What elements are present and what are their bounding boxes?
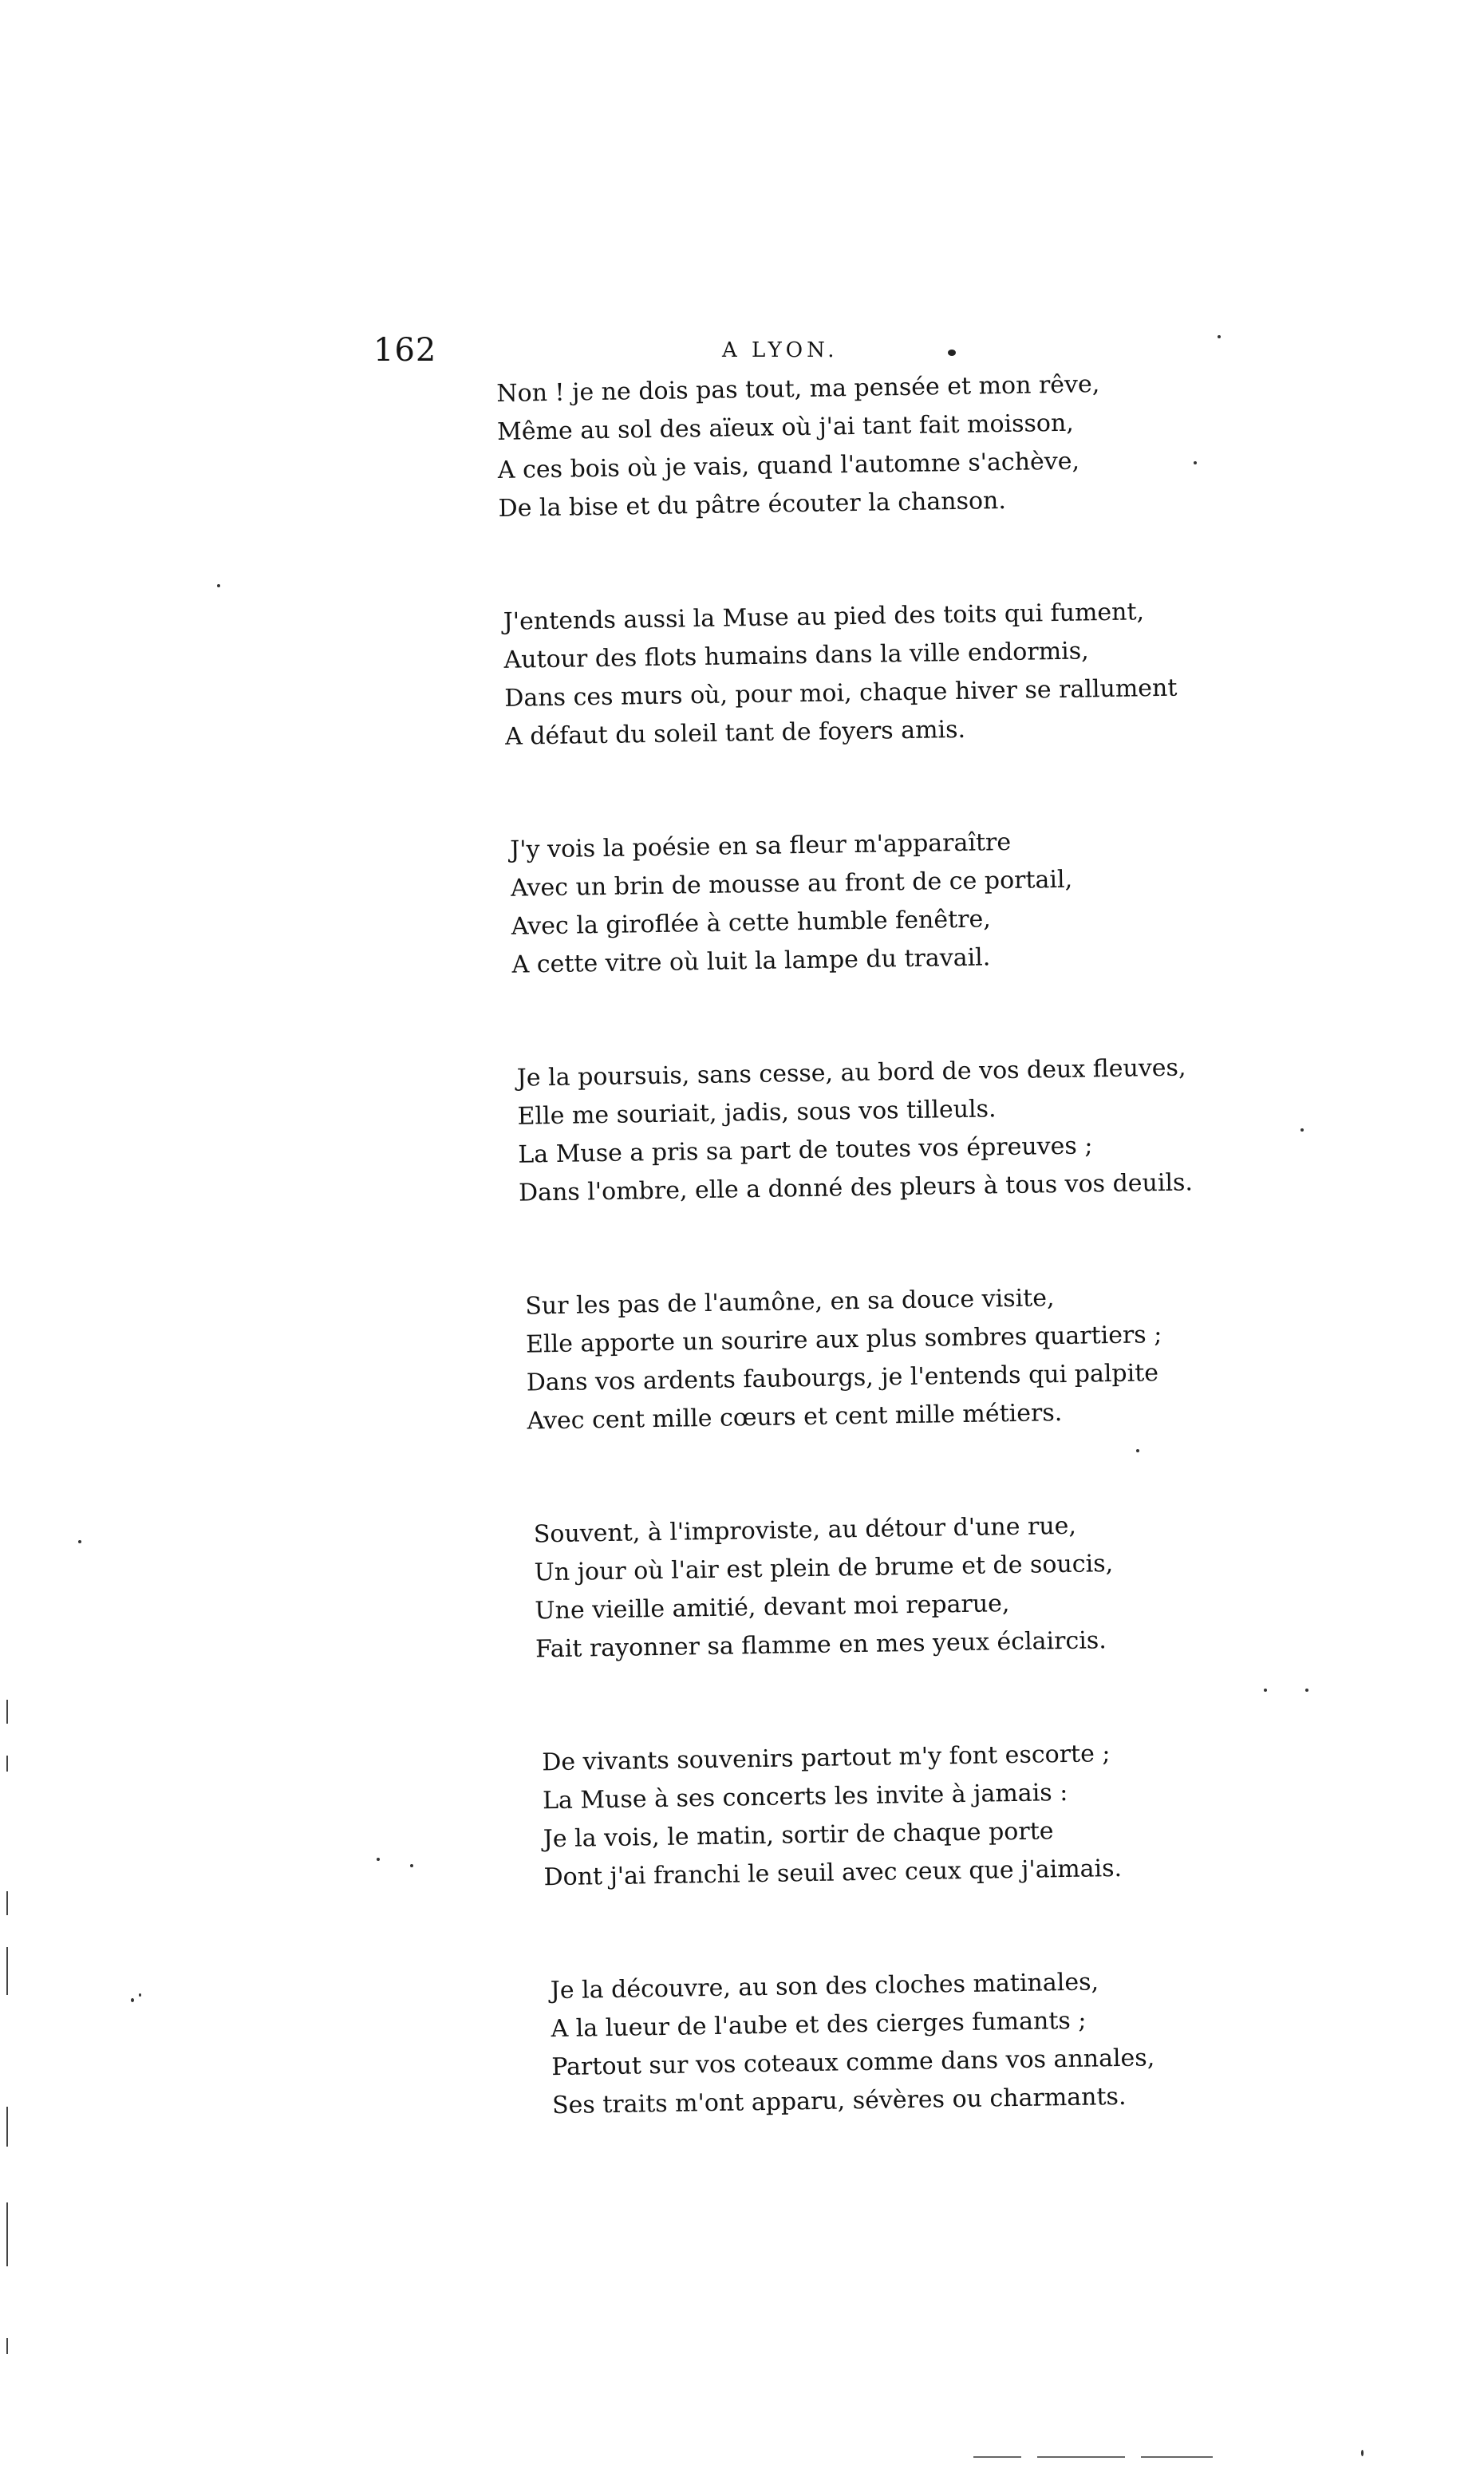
scan-speck	[131, 1998, 134, 2002]
stanza	[525, 1276, 1247, 1440]
scan-edge-mark	[6, 1700, 8, 1724]
scan-speck	[377, 1858, 380, 1861]
stanza	[510, 820, 1240, 984]
scan-speck	[1136, 1449, 1139, 1452]
verse-line: Fait rayonner sa flamme en mes yeux éclaircis.	[535, 1626, 1107, 1664]
scan-speck	[1194, 461, 1197, 464]
verse-line: Non ! je ne dois pas tout, ma pensée et mon rêve,	[496, 370, 1100, 408]
scan-speck	[1264, 1689, 1267, 1692]
verse-line: Même au sol des aïeux où j'ai tant fait moisson,	[496, 409, 1075, 446]
verse-line: De la bise et du pâtre écouter la chanson.	[498, 486, 1007, 523]
stanza	[542, 1732, 1254, 1897]
verse-line: Dont j'ai franchi le seuil avec ceux que j'aimais.	[543, 1854, 1123, 1892]
scan-edge-mark	[6, 2107, 8, 2147]
verse-line: Dans ces murs où, pour moi, chaque hiver se rallument	[504, 674, 1178, 713]
scan-speck	[1218, 335, 1221, 338]
verse-line: De vivants souvenirs partout m'y font escorte ;	[542, 1740, 1111, 1777]
verse-line: Une vieille amitié, devant moi reparue,	[535, 1590, 1010, 1626]
scan-edge-mark	[6, 1947, 8, 1995]
scan-speck	[410, 1864, 413, 1867]
verse-line: A défaut du soleil tant de foyers amis.	[504, 715, 966, 751]
verse-line: J'entends aussi la Muse au pied des toits qui fument,	[503, 598, 1145, 636]
scan-edge-mark	[973, 2456, 1021, 2458]
scan-speck	[1300, 1128, 1304, 1132]
page-number: 162	[373, 332, 437, 369]
stanza	[516, 1048, 1243, 1212]
verse-line: Dans vos ardents faubourgs, je l'entends qui palpite	[526, 1359, 1159, 1397]
scan-edge-mark	[6, 2202, 8, 2266]
verse-line: J'y vois la poésie en sa fleur m'apparaître	[510, 828, 1012, 864]
scan-speck	[139, 1993, 141, 1997]
scan-edge-mark	[6, 1891, 8, 1915]
scan-speck	[78, 1540, 81, 1543]
stanza	[550, 1961, 1257, 2125]
verse-line: Elle me souriait, jadis, sous vos tilleuls.	[517, 1095, 997, 1131]
verse-line: Un jour où l'air est plein de brume et de soucis,	[534, 1550, 1114, 1587]
verse-line: Avec cent mille cœurs et cent mille métiers.	[527, 1399, 1063, 1436]
scan-edge-mark	[6, 2338, 8, 2354]
verse-line: Je la poursuis, sans cesse, au bord de vos deux fleuves,	[516, 1053, 1186, 1092]
verse-line: A ces bois où je vais, quand l'automne s'achève,	[497, 447, 1080, 484]
verse-line: La Muse a pris sa part de toutes vos épreuves ;	[518, 1132, 1093, 1169]
scan-edge-mark	[1141, 2456, 1213, 2458]
verse-line: La Muse à ses concerts les invite à jamais :	[542, 1778, 1068, 1815]
stanza	[503, 592, 1236, 756]
poem	[496, 364, 1259, 2201]
verse-line: Souvent, à l'improviste, au détour d'une rue,	[533, 1511, 1077, 1549]
verse-line: Avec un brin de mousse au front de ce portail,	[510, 865, 1073, 903]
scan-speck	[1361, 2450, 1364, 2456]
verse-line: Avec la giroflée à cette humble fenêtre,	[511, 905, 991, 941]
running-head: A LYON.	[722, 338, 839, 362]
stanza	[533, 1504, 1250, 1669]
scan-edge-mark	[1037, 2456, 1125, 2458]
ink-dot	[948, 350, 956, 356]
verse-line: Partout sur vos coteaux comme dans vos annales,	[551, 2044, 1155, 2082]
scan-speck	[217, 584, 220, 587]
stanza	[496, 364, 1233, 528]
verse-line: Elle apporte un sourire aux plus sombres quartiers ;	[525, 1321, 1162, 1359]
verse-line: Autour des flots humains dans la ville endormis,	[503, 637, 1089, 674]
verse-line: Sur les pas de l'aumône, en sa douce visite,	[525, 1284, 1055, 1321]
verse-line: Je la vois, le matin, sortir de chaque porte	[543, 1817, 1054, 1854]
verse-line: Dans l'ombre, elle a donné des pleurs à tous vos deuils.	[518, 1168, 1194, 1207]
verse-line: Je la découvre, au son des cloches matinales,	[550, 1968, 1099, 2005]
verse-line: Ses traits m'ont apparu, sévères ou charmants.	[551, 2082, 1127, 2120]
scan-speck	[1305, 1689, 1308, 1692]
verse-line: A la lueur de l'aube et des cierges fumants ;	[551, 2006, 1087, 2044]
verse-line: A cette vitre où luit la lampe du travail.	[511, 943, 991, 979]
scan-edge-mark	[6, 1756, 8, 1772]
